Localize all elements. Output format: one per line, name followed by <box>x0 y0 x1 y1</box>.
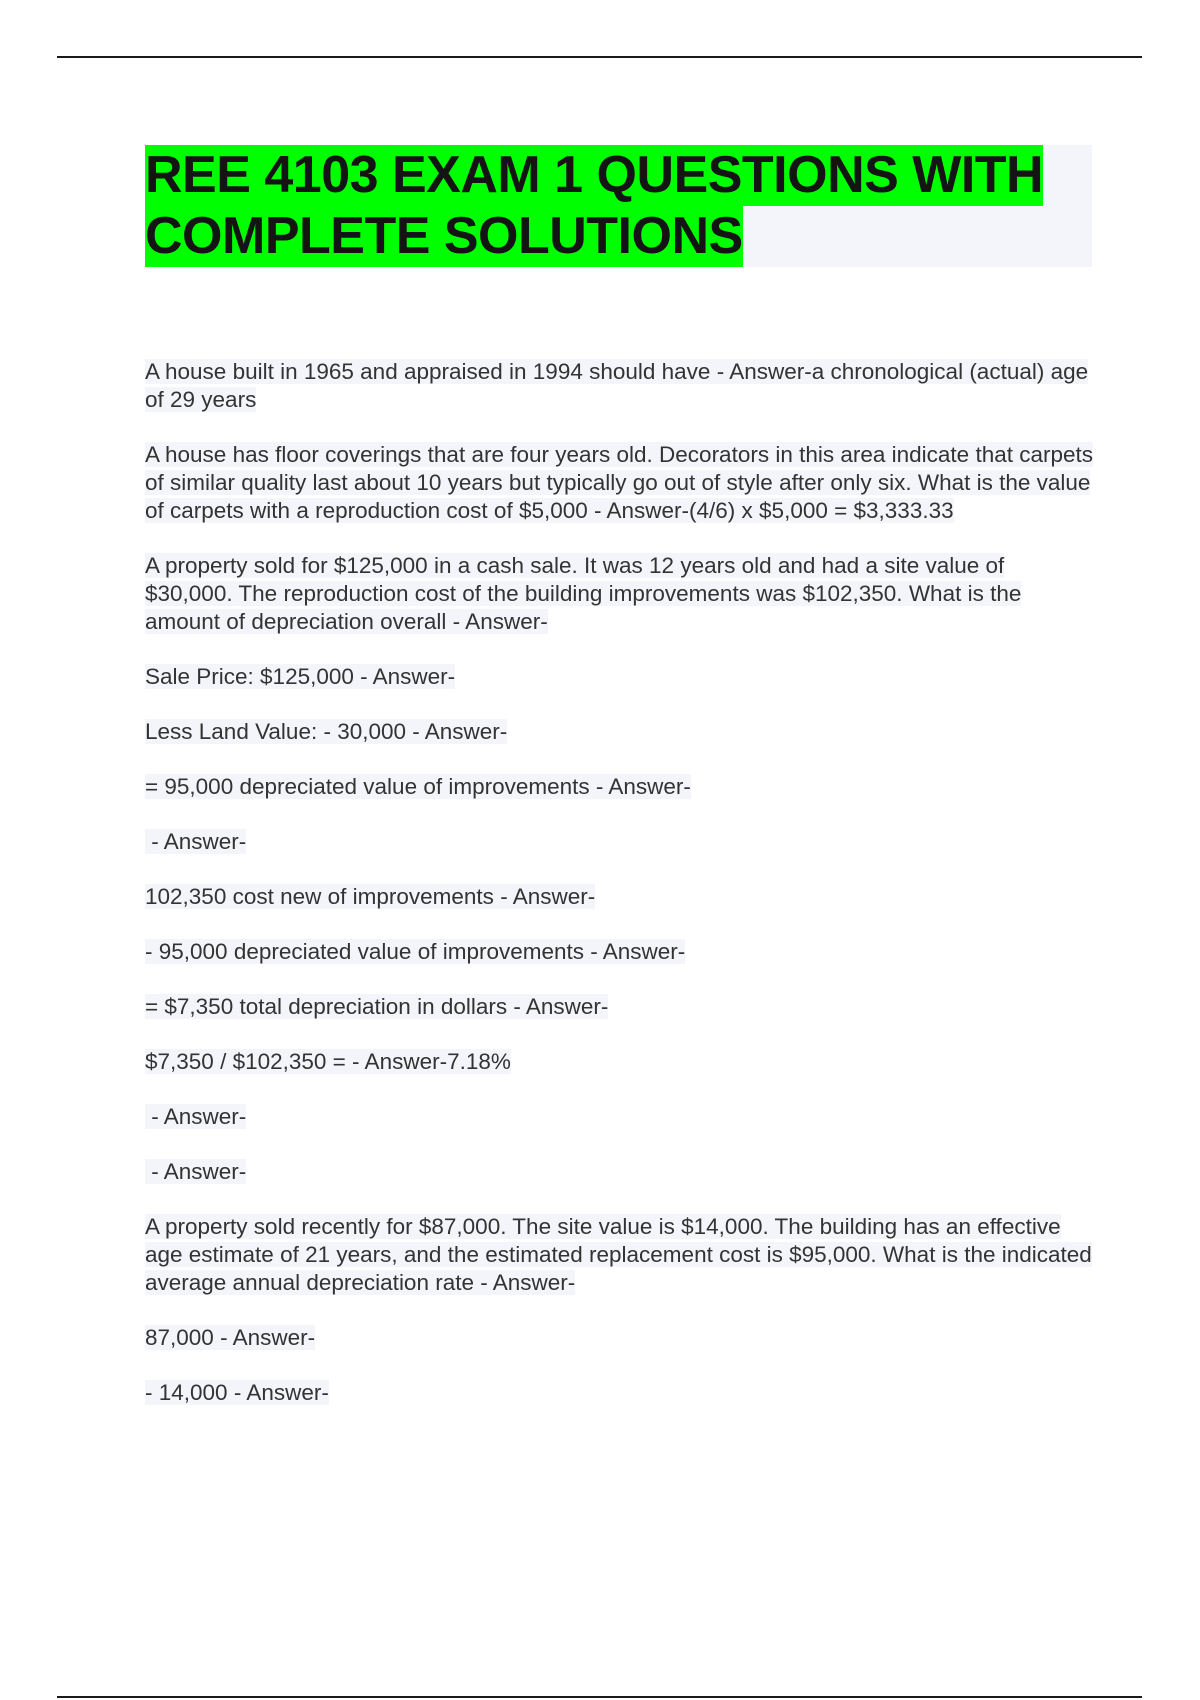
question-entry <box>145 1213 1095 1297</box>
top-rule <box>57 56 1142 58</box>
question-entry <box>145 441 1095 525</box>
entry-text: - Answer- <box>145 829 247 854</box>
bottom-rule <box>57 1696 1142 1698</box>
entry-text: A property sold for $125,000 in a cash sale. It was 12 years old and had a site value of $30,000. The reproduction cost of the building improvements was $102,350. What is the amount of depreciation overall - Answer- <box>145 553 1022 634</box>
answer-line <box>145 718 1095 746</box>
entry-text: - Answer- <box>145 1104 247 1129</box>
document-title-line-1: REE 4103 EXAM 1 QUESTIONS WITH <box>145 146 1044 204</box>
entry-text: Sale Price: $125,000 - Answer- <box>145 664 456 689</box>
question-entry <box>145 358 1095 414</box>
answer-line <box>145 938 1095 966</box>
entry-text: = $7,350 total depreciation in dollars - Answer- <box>145 994 609 1019</box>
entry-text: A property sold recently for $87,000. The site value is $14,000. The building has an effective age estimate of 21 years, and the estimated replacement cost is $95,000. What is the indicated average annual depreciation rate - Answer- <box>145 1214 1092 1295</box>
entry-text: = 95,000 depreciated value of improvements - Answer- <box>145 774 691 799</box>
answer-line <box>145 993 1095 1021</box>
document-title-line-2: COMPLETE SOLUTIONS <box>145 207 743 265</box>
answer-line <box>145 1324 1095 1352</box>
answer-line <box>145 828 1095 856</box>
answer-line <box>145 1103 1095 1131</box>
answer-line <box>145 773 1095 801</box>
entry-text: A house built in 1965 and appraised in 1994 should have - Answer-a chronological (actual) age of 29 years <box>145 359 1089 412</box>
answer-line <box>145 1048 1095 1076</box>
entry-text: Less Land Value: - 30,000 - Answer- <box>145 719 508 744</box>
entry-text: - Answer- <box>145 1159 247 1184</box>
entry-text: 102,350 cost new of improvements - Answer- <box>145 884 596 909</box>
answer-line <box>145 663 1095 691</box>
entry-text: - 14,000 - Answer- <box>145 1380 329 1405</box>
answer-line <box>145 1158 1095 1186</box>
question-entry <box>145 552 1095 636</box>
document-body <box>145 358 1095 1434</box>
answer-line <box>145 1379 1095 1407</box>
answer-line <box>145 883 1095 911</box>
entry-text: - 95,000 depreciated value of improvements - Answer- <box>145 939 686 964</box>
entry-text: A house has floor coverings that are four years old. Decorators in this area indicate that carpets of similar quality last about 10 years but typically go out of style after only six. What is the value of carpets with a reproduction cost of $5,000 - Answer-(4/6) x $5,000 = $3,333.33 <box>145 442 1094 523</box>
entry-text: $7,350 / $102,350 = - Answer-7.18% <box>145 1049 511 1074</box>
entry-text: 87,000 - Answer- <box>145 1325 316 1350</box>
